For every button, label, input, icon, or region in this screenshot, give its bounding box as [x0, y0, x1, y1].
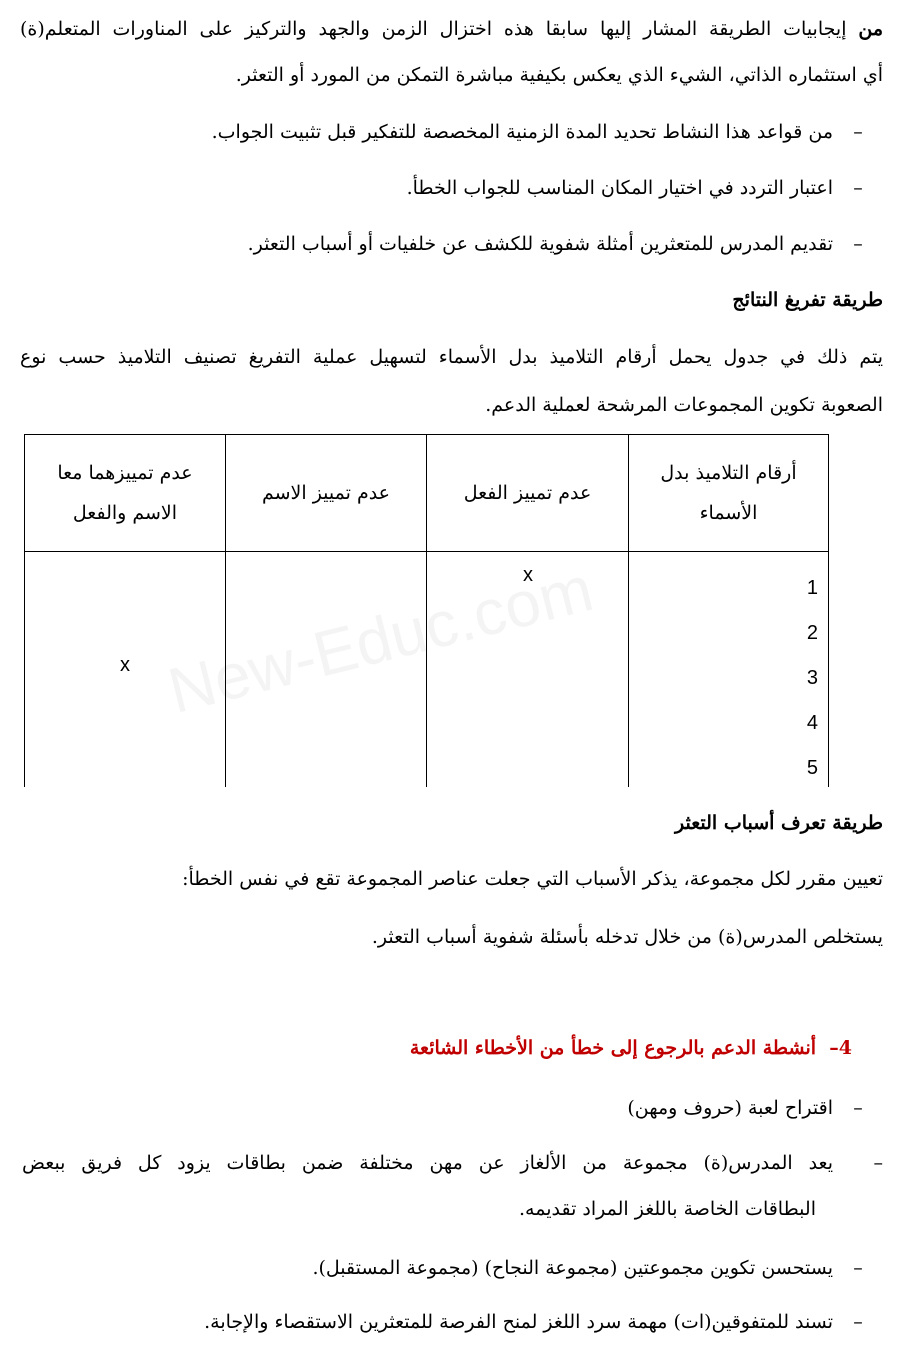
header-both-line-1: عدم تمييزهما معا: [57, 462, 193, 484]
cell-both: [25, 552, 226, 788]
results-heading: طريقة تفريغ النتائج: [732, 289, 883, 311]
rule-item: [20, 117, 883, 147]
rule-item-text: تقديم المدرس للمتعثرين أمثلة شفوية للكشف عن خلفيات أو أسباب التعثر.: [247, 233, 833, 255]
rule-item-text: اعتبار التردد في اختيار المكان المناسب للجواب الخطأ.: [406, 177, 833, 199]
bullet-dash: [833, 1253, 883, 1283]
header-student-numbers: [629, 435, 829, 552]
student-number-list: [807, 566, 818, 791]
bullet-dash: [833, 1093, 883, 1123]
activity-item-continuation: البطاقات الخاصة باللغز المراد تقديمه.: [519, 1198, 816, 1220]
activities-number: 4: [838, 1037, 852, 1059]
activity-item-text: يستحسن تكوين مجموعتين (مجموعة النجاح) (مجموعة المستقبل).: [312, 1257, 833, 1279]
bullet-dash: [833, 173, 883, 203]
bullet-dash: [833, 1148, 883, 1178]
causes-line-1: تعيين مقرر لكل مجموعة، يذكر الأسباب التي جعلت عناصر المجموعة تقع في نفس الخطأ:: [182, 868, 883, 890]
header-both: [25, 435, 226, 552]
activities-dash: –: [816, 1037, 839, 1059]
rule-item: [20, 173, 883, 203]
rule-item: [20, 229, 883, 259]
intro-line-2: أي استثماره الذاتي، الشيء الذي يعكس بكيفية مباشرة التمكن من المورد أو التعثر.: [235, 64, 883, 86]
student-number: 3: [806, 667, 818, 689]
intro-line-1: [20, 14, 883, 44]
student-number: 5: [806, 757, 818, 779]
table-row: [25, 552, 829, 788]
table-header-row: [25, 435, 829, 552]
activity-item-text: تسند للمتفوقين(ات) مهمة سرد اللغز لمنح الفرصة للمتعثرين الاستقصاء والإجابة.: [204, 1311, 833, 1333]
activities-heading: [20, 1033, 852, 1063]
bullet-dash: [833, 1307, 883, 1337]
activity-item-text: اقتراح لعبة (حروف ومهن): [627, 1097, 833, 1119]
activity-item: [20, 1093, 883, 1123]
activity-item: [20, 1253, 883, 1283]
results-para-line-1: يتم ذلك في جدول يحمل أرقام التلاميذ بدل الأسماء لتسهيل عملية التفريغ تصنيف التلاميذ حسب نوع: [20, 346, 883, 368]
bullet-dash: [833, 117, 883, 147]
header-noun: عدم تمييز الاسم: [226, 435, 427, 552]
rule-item-text: من قواعد هذا النشاط تحديد المدة الزمنية المخصصة للتفكير قبل تثبيت الجواب.: [211, 121, 833, 143]
activity-item-text: يعد المدرس(ة) مجموعة من الألغاز عن مهن مختلفة ضمن بطاقات يزود كل فريق ببعض: [22, 1152, 833, 1174]
activities-heading-text: أنشطة الدعم بالرجوع إلى خطأ من الأخطاء الشائعة: [409, 1037, 817, 1059]
intro-line-1-text: إيجابيات الطريقة المشار إليها سابقا هذه اختزال الزمن والجهد والتركيز على المناورات المتعلم(ة): [20, 18, 859, 40]
header-student-numbers-line-1: أرقام التلاميذ بدل: [660, 462, 797, 484]
intro-lead-word: من: [858, 18, 883, 40]
cell-student-numbers: [629, 552, 829, 788]
student-number: 1: [806, 577, 818, 599]
header-both-line-2: الاسم والفعل: [72, 502, 178, 524]
cell-verb: [427, 552, 629, 788]
verb-mark: x: [523, 564, 533, 586]
causes-line-2: يستخلص المدرس(ة) من خلال تدخله بأسئلة شفوية أسباب التعثر.: [371, 926, 883, 948]
results-table: [24, 434, 829, 787]
header-student-numbers-line-2: الأسماء: [699, 502, 758, 524]
header-verb: عدم تمييز الفعل: [427, 435, 629, 552]
student-number: 4: [806, 712, 818, 734]
student-number: 2: [806, 622, 818, 644]
bullet-dash: [833, 229, 883, 259]
activity-item: [22, 1148, 883, 1178]
results-para-line-2: الصعوبة تكوين المجموعات المرشحة لعملية الدعم.: [485, 394, 883, 416]
both-mark: x: [120, 654, 130, 676]
causes-heading: طريقة تعرف أسباب التعثر: [675, 812, 883, 834]
cell-noun: [226, 552, 427, 788]
activity-item: [20, 1307, 883, 1337]
